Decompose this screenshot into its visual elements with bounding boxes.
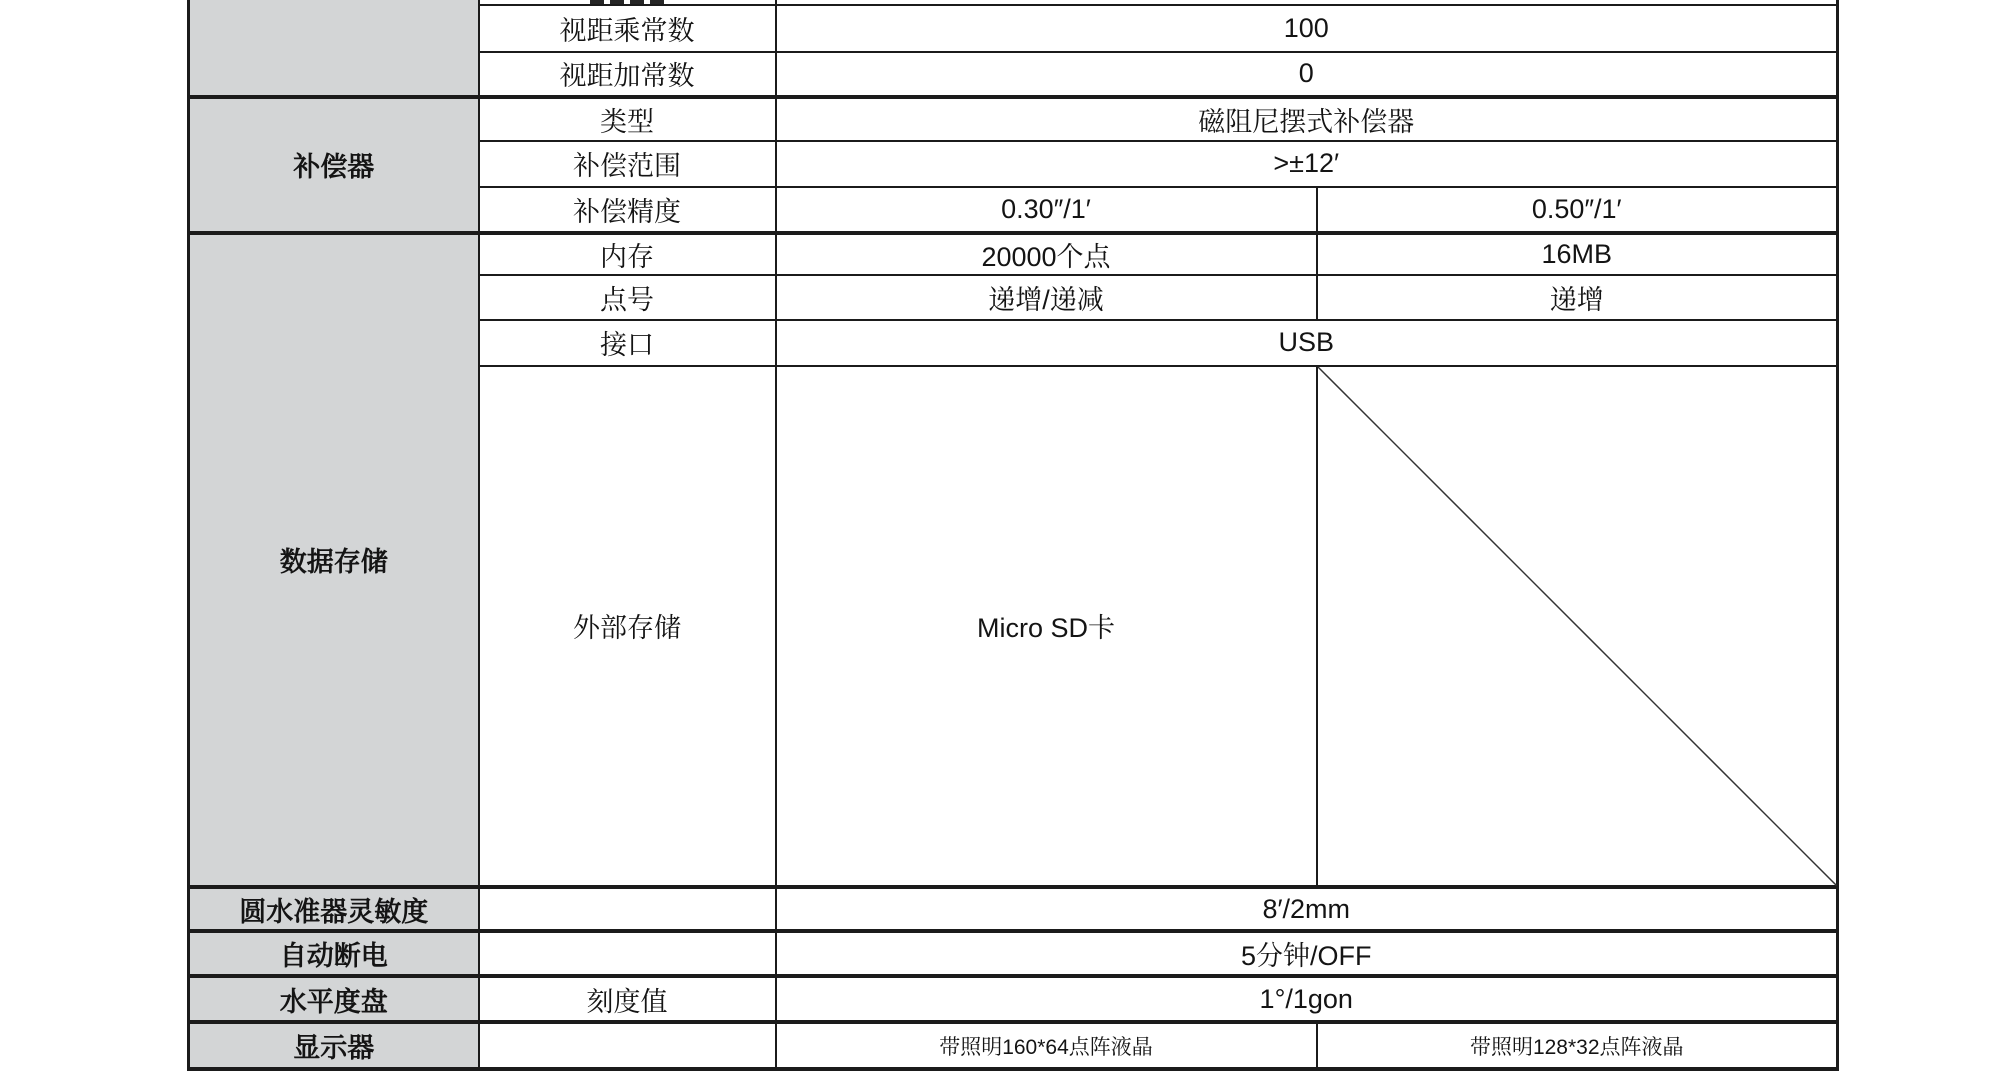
table-row xyxy=(189,931,1838,976)
category-cell: 水平度盘 xyxy=(189,976,479,1022)
param-cell xyxy=(479,887,776,931)
param-cell: 类型 xyxy=(479,97,776,141)
value-cell-left: Micro SD卡 xyxy=(776,366,1317,888)
category-cell xyxy=(189,0,479,97)
diagonal-na-cell xyxy=(1317,366,1838,888)
param-cell: 视距乘常数 xyxy=(479,5,776,52)
category-cell: 自动断电 xyxy=(189,931,479,976)
spec-table xyxy=(187,0,1839,1071)
clipped-text-fragment xyxy=(480,0,775,4)
param-cell: 补偿精度 xyxy=(479,187,776,233)
param-cell xyxy=(479,1022,776,1069)
value-cell-left: 20000个点 xyxy=(776,233,1317,275)
value-cell: 0 xyxy=(776,52,1838,97)
value-cell-right: 递增 xyxy=(1317,275,1838,320)
param-cell: 视距加常数 xyxy=(479,52,776,97)
diagonal-line xyxy=(1318,367,1837,886)
category-cell: 补偿器 xyxy=(189,97,479,233)
param-cell: 外部存储 xyxy=(479,366,776,888)
value-cell: 1°/1gon xyxy=(776,976,1838,1022)
value-cell: 100 xyxy=(776,5,1838,52)
value-cell: >±12′ xyxy=(776,141,1838,187)
category-cell: 圆水准器灵敏度 xyxy=(189,887,479,931)
param-cell: 刻度值 xyxy=(479,976,776,1022)
param-cell: 补偿范围 xyxy=(479,141,776,187)
value-cell-right: 16MB xyxy=(1317,233,1838,275)
value-cell: 5分钟/OFF xyxy=(776,931,1838,976)
value-cell-left: 带照明160*64点阵液晶 xyxy=(776,1022,1317,1069)
param-cell: 点号 xyxy=(479,275,776,320)
table-row xyxy=(189,1022,1838,1069)
table-row xyxy=(189,97,1838,141)
param-cell: 接口 xyxy=(479,320,776,366)
table-row xyxy=(189,233,1838,275)
value-cell: 8′/2mm xyxy=(776,887,1838,931)
table-row xyxy=(189,887,1838,931)
value-cell-right: 带照明128*32点阵液晶 xyxy=(1317,1022,1838,1069)
value-cell-right: 0.50″/1′ xyxy=(1317,187,1838,233)
value-cell-left: 0.30″/1′ xyxy=(776,187,1317,233)
spec-table-wrapper xyxy=(187,0,1839,1071)
param-cell xyxy=(479,931,776,976)
param-cell: 内存 xyxy=(479,233,776,275)
category-cell: 显示器 xyxy=(189,1022,479,1069)
value-cell: USB xyxy=(776,320,1838,366)
value-cell: 磁阻尼摆式补偿器 xyxy=(776,97,1838,141)
category-cell: 数据存储 xyxy=(189,233,479,888)
table-row xyxy=(189,976,1838,1022)
value-cell-left: 递增/递减 xyxy=(776,275,1317,320)
